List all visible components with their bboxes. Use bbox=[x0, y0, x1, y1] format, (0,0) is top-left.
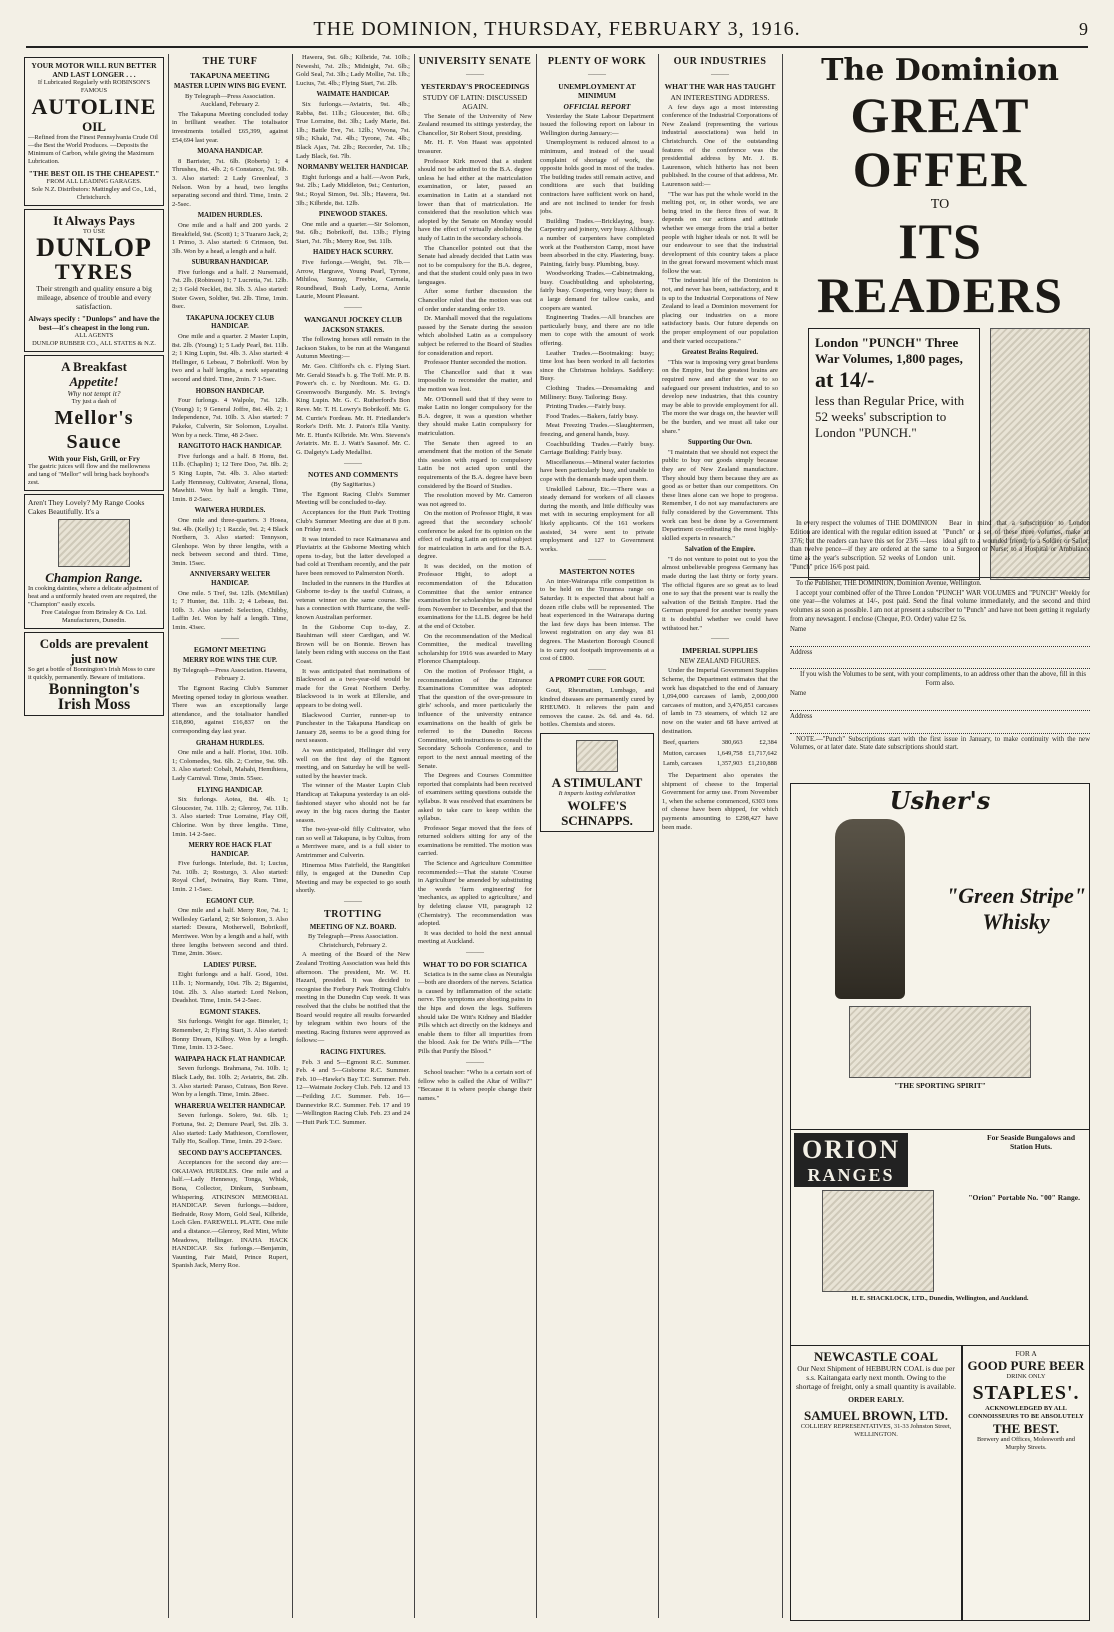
ad-brand: Bonnington's bbox=[48, 681, 140, 698]
masthead-title: THE DOMINION, THURSDAY, FEBRUARY 3, 1916. bbox=[313, 18, 801, 40]
ad-headline: A STIMULANT bbox=[551, 774, 643, 790]
column-rule bbox=[168, 54, 169, 1618]
article-subheading: SECOND DAY'S ACCEPTANCES. bbox=[178, 1149, 282, 1157]
ad-agents: DUNLOP RUBBER CO., ALL STATES & N.Z. bbox=[32, 340, 156, 347]
race-name: FLYING HANDICAP. bbox=[197, 786, 263, 794]
form-address-field[interactable] bbox=[790, 724, 1090, 734]
paragraph: The following horses still remain in the Jackson Stakes, to be run at the Wanganui Autumn Meeting:— bbox=[296, 336, 410, 361]
ad-brand: STAPLES'. bbox=[972, 1382, 1080, 1404]
article-subheading: Greatest Brains Required. bbox=[681, 349, 759, 357]
paragraph: An inter-Wairarapa rifle competition is to be held on the Tiraumea range on Saturday. It is expected that about half a dozen rifle clubs will be represented. The heat experienced in the Wairarapa during the last few days has been intense. The lowest registration on any day was 81 degrees. The Masterton Borough Council is to carry out footpath improvements at a cost of £800. bbox=[540, 577, 654, 663]
ad-text: TO bbox=[930, 197, 950, 212]
race-name: GRAHAM HURDLES. bbox=[196, 739, 264, 747]
ad-text: Why not tempt it? bbox=[67, 389, 121, 398]
article-subheading: RACING FIXTURES. bbox=[320, 1048, 386, 1056]
race-result: Five furlongs. Interlude, 8st. 1; Lucius, 7st. 10lb. 2; Rosturgo, 3. Also started: Royal Chef, Iwinaira, Bay Rum. Time, 1min. 2 1-5sec. bbox=[172, 860, 288, 894]
form-note: If you wish the Volumes to be sent, with your compliments, to an address other than the above, fill in this Form also. bbox=[799, 671, 1087, 688]
article-subheading: WHAT THE WAR HAS TAUGHT bbox=[664, 81, 776, 91]
article-subheading: Salvation of the Empire. bbox=[684, 546, 756, 554]
paragraph: Clothing Trades.—Dressmaking and Millinery: Busy. Tailoring: Busy. bbox=[540, 385, 654, 401]
paragraph: Mr. H. F. Von Haast was appointed treasurer. bbox=[418, 139, 532, 155]
byline: (By Sagittarius.) bbox=[331, 481, 375, 489]
race-result: One mile and a half. Florist, 10st. 10lb. 1; Colomedes, 9st. 6lb. 2; Corine, 9st. 9lb. 3. Also started: Cobalt, Mahahi, Hemihiera, Lady Carnival. Time, 3min. 55sec. bbox=[172, 749, 288, 782]
ad-agents: Sole N.Z. Distributors: Mattingley and Co., Ltd., Christchurch. bbox=[31, 186, 157, 201]
ad-brand-sub: RANGES bbox=[807, 1165, 895, 1185]
paragraph: Leather Trades.—Bootmaking: busy; time lost has been worked in all factories since the Christmas holidays. Saddlery: Busy. bbox=[540, 349, 654, 383]
ad-brand-sub: Irish Moss bbox=[57, 696, 131, 713]
left-ads-column bbox=[24, 54, 164, 1620]
paragraph: "This war is imposing very great burdens on the Empire, but the greatest brains are required now and after the war to so safeguard our present industries, and to so develop new industries, that this country may be able to provide employment for all. The more the war drags on, the heavier will be the burden, and we must all take our share." bbox=[662, 358, 778, 435]
ad-text: It imparts lasting exhilaration bbox=[558, 789, 636, 797]
paragraph: The Senate then agreed to an amendment that the motion of the Senate this session with regard to compulsory Latin be not acted upon until the requirements of the B.A. degree have been considered by the Board of Studies. bbox=[418, 439, 532, 490]
usher-whisky-ad bbox=[790, 783, 1090, 1131]
race-name: WHARERUA WELTER HANDICAP. bbox=[174, 1102, 286, 1110]
article-subheading: OFFICIAL REPORT bbox=[563, 101, 631, 111]
race-name: EGMONT CUP. bbox=[206, 897, 254, 905]
paragraph: The Egmont Racing Club's Summer Meeting opened today in glorious weather. There was an exceptionally large attendance, and the totalisator handled £18,890, against £16,837 on the corresponding day last year. bbox=[172, 685, 288, 735]
paragraph: Coachbuilding Trades.—Fairly busy. Carriage Building: Fairly busy. bbox=[540, 440, 654, 457]
form-address-label: Address bbox=[790, 648, 813, 656]
order-form bbox=[790, 520, 1090, 754]
section-heading: TROTTING bbox=[324, 908, 382, 920]
paragraph: In the Gisborne Cup to-day, Z. Bauhiman will steer Cardigan, and W. Brown will be on Bonnie. Brown has lately been riding with success on the East Coast. bbox=[296, 623, 410, 665]
staples-beer-ad bbox=[962, 1345, 1090, 1621]
paragraph: The two-year-old filly Cultivator, who ran so well at Takapuna, is by Cultus, from a Merriwee mare, and is a full sister to Amtrimmer and Culverin. bbox=[296, 826, 410, 860]
paragraph: "The war has put the whole world in the melting pot, or, in other words, we are being tried in the fierce fires of war. It depends on our actions and attitude whether we emerge from the trial a better people with higher ideals or not. It will be our endeavour to see that the industrial development of this country takes a place in the great forward movement which must follow the war. bbox=[662, 190, 778, 275]
range-illustration bbox=[822, 1190, 934, 1292]
senate-column: UNIVERSITY SENATE ——— YESTERDAY'S PROCEEDINGS STUDY OF LATIN: DISCUSSED AGAIN. The Senate of the University of New Zealand resumed its sittings yesterday, the Chancellor, Sir Robert Stout, presiding. Mr. H. F. Von Haast was appointed treasurer. Professor Kirk moved that a student should not be admitted to the B.A. degree unless he had either at the matriculation examination, or later, passed an examination in Latin at a standard not lower than that of matriculation. He considered that the resolution which was adopted by the Senate on Monday would have the effect of virtually abolishing the study of Latin in the secondary schools. The Chancellor pointed out that the Senate had already decided that Latin was not to be compulsory for the B.A. degree, and that the student could only pass in two languages. After some further discussion the Chancellor ruled that the motion was out of order under standing order 19. Dr. Marshall moved that the regulations passed by the Senate during the session which abolished Latin as a compulsory subject be referred to the Board of Studies for consideration and report. Professor Hunter seconded the motion. The Chancellor said that it was impossible to reconsider the matter, and the motion was lost. Mr. O'Donnell said that if they were to make Latin no longer compulsory for the B.A. degree, it was a question whether they should make Latin compulsory for matriculation. The Senate then agreed to an amendment that the motion of the Senate this session with regard to compulsory Latin be not acted upon until the requirements of the B.A. degree have been considered by the Board of Studies. The resolution moved by Mr. Cameron was not agreed to. On the motion of Professor Hight, it was agreed that the secondary schools' conference be asked for its opinion on the effect of making Latin an optional subject for matriculation in arts and for the B.A. degree. It was decided, on the motion of Professor Hight, to adopt a recommendation of the Education Committee that the senior entrance examination for scholarships be postponed from November to December, and that the examinations for the LL.B. degree be held at the end of October. On the recommendation of the Medical Committee, the medical travelling scholarship for 1916 was awarded to Mary Florence Champtaloup. On the motion of Professor Hight, a recommendation of the Entrance Examinations Committee was adopted: That the question of the over-pressure in girls' schools, and more particularly the influence of the university entrance examinations on the health of girls be referred to the Dunedin Recess Committee, with instructions to consult the Secondary Schools Conference, and to report to the next annual meeting of the Senate. The Degrees and Courses Committee reported that complaints had been received of examiners setting questions outside the syllabus. It was resolved that examiners be asked to take care to keep within the syllabus. Professor Segar moved that the fees of returned soldiers sitting for any of the examinations be remitted. The motion was carried. The Science and Agriculture Committee recommended:—That the statute 'Course in Agriculture' be amended by substituting the words 'farm engineering' for 'mechanics, as applied to agriculture,' and by deleting clause VII, paragraph 12 (Chemistry). The recommendation was adopted. It was decided to hold the next annual meeting at Auckland. ——— WHAT TO DO FOR SCIATICA Sciatica is in the same class as Neuralgia—both are disorders of the nerves. Sciatica is caused by inflammation of the sciatic nerve. The symptoms are shooting pains in the hips and down the legs. Sufferers should take De Witt's Kidney and Bladder Pills which act directly on the kidneys and enable them to filter all impurities from the blood. Ask for De Witt's Pills—"The Pills that Purify the Blood." ——— School teacher: "Who is a certain sort of fellow who is called the Altar of Willis?" "Because it is where people change their names." bbox=[418, 56, 532, 1102]
mellor-ad bbox=[24, 355, 164, 491]
paragraph: Blackwood Currier, runner-up to Punchester in the Takapuna Handicap on January 28, seems to be a good thing for next season. bbox=[296, 711, 410, 745]
form-name-field[interactable] bbox=[790, 637, 1090, 647]
table-cell: £1,717,642 bbox=[748, 749, 777, 757]
article-heading: WANGANUI JOCKEY CLUB bbox=[303, 314, 403, 324]
paragraph: Hawera, 9st. 6lb.; Kilbride, 7st. 10lb.; Neweshi, 7st. 2lb.; Midnight, 7st. 6lb.; Gold Seal, 7st. 3lb.; Lady Mollie, 7st. 1lb.; Lucius, 7st. 4lb.; Flying Start, 7st. 2lb. bbox=[296, 54, 410, 87]
paragraph: The Egmont Racing Club's Summer Meeting will be concluded to-day. bbox=[296, 490, 410, 507]
table-row bbox=[662, 738, 778, 749]
article-subheading: A PROMPT CURE FOR GOUT. bbox=[549, 677, 645, 685]
column-rule bbox=[782, 54, 783, 1618]
ad-agents: ALL AGENTS bbox=[74, 332, 114, 339]
ad-headline: Colds are prevalent bbox=[39, 636, 149, 651]
paragraph: The winner of the Master Lupin Club Handicap at Takapuna yesterday is an old-fashioned stayer who should not be far away in the big races during the Easter season. bbox=[296, 782, 410, 824]
race-name: WAIPAPA HACK FLAT HANDICAP. bbox=[174, 1055, 286, 1063]
paragraph: The Science and Agriculture Committee recommended:—That the statute 'Course in Agriculture' be amended by substituting the words 'farm engineering' for 'mechanics, as applied to agriculture,' and by deleting clause VII, paragraph 12 (Chemistry). The recommendation was adopted. bbox=[418, 860, 532, 928]
ad-text: Their strength and quality ensure a big mileage, absence of trouble and every satisfaction. bbox=[36, 284, 152, 311]
ad-price: at 14/- bbox=[815, 367, 875, 392]
form-address-field[interactable] bbox=[790, 659, 1090, 669]
ad-text: For Seaside Bungalows and Station Huts. bbox=[986, 1133, 1075, 1151]
paragraph: A few days ago a most interesting conference of the Industrial Corporations of New Zealand (representing the various industrial associations) was held in Christchurch. One of the outstanding features of the conference was the presidential address by Mr. J. B. Laurenson, which hitherto has not been published. In the course of that address, Mr. Laurenson said:— bbox=[662, 103, 778, 188]
paragraph: Feb. 3 and 5—Egmont R.C. Summer. Feb. 4 and 5—Gisborne R.C. Summer. Feb. 10—Hawke's Bay T.C. Summer. Feb. 12—Waimate Jockey Club. Feb. 12 and 13—Feilding J.C. Summer. Feb. 16—Dannevirke R.C. Summer. Feb. 17 and 19—Wellington Racing Club. Feb. 23 and 24—Hutt Park T.C. Summer. bbox=[296, 1058, 410, 1126]
ad-slogan: "THE BEST OIL IS THE CHEAPEST." bbox=[28, 169, 160, 178]
page-number: 9 bbox=[1079, 19, 1088, 39]
paragraph: The Degrees and Courses Committee reported that complaints had been received of examiners setting questions outside the syllabus. It was resolved that examiners be asked to take care to keep within the syllabus. bbox=[418, 772, 532, 823]
paragraph: Sciatica is in the same class as Neuralgia—both are disorders of the nerves. Sciatica is caused by inflammation of the sciatic nerve. The symptoms are shooting pains in the hips and down the legs. Sufferers should take De Witt's Kidney and Bladder Pills which act directly on the kidneys and enable them to filter all impurities from the blood. Ask for De Witt's Pills—"The Pills that Purify the Blood." bbox=[418, 970, 532, 1055]
form-name-label: Name bbox=[790, 625, 807, 633]
ad-agents: H. E. SHACKLOCK, LTD., Dunedin, Wellington, and Auckland. bbox=[851, 1295, 1029, 1302]
paragraph: Unemployment is reduced almost to a minimum, and instead of the usual complaint of shortage of work, the opposite holds good in most of the trades. The building trades still remain active, and conditions are such that building contractors have sufficient work on hand, and are not inclined to tender for fresh jobs. bbox=[540, 139, 654, 216]
ad-brand: Champion Range. bbox=[45, 570, 143, 585]
paragraph: Woodworking Trades.—Cabinetmaking, busy. Coachbuilding and upholstering, fairly busy. Coopering, very busy; there is a large demand for tallow casks, and coopers are wanted. bbox=[540, 270, 654, 312]
autoline-ad bbox=[24, 57, 164, 206]
form-name-field[interactable] bbox=[790, 701, 1090, 711]
ad-text: TO USE bbox=[82, 228, 106, 235]
paragraph: One mile and a quarter.—Sir Solomon, 9st. 6lb.; Bobrikoff, 8st. 13lb.; Flying Start, 7st. 7lb.; Merry Roe, 9st. 11lb. bbox=[296, 220, 410, 245]
table-cell: £2,384 bbox=[759, 739, 777, 747]
article-subheading: MERRY ROE WINS THE CUP. bbox=[183, 657, 277, 665]
section-heading: THE TURF bbox=[202, 56, 258, 67]
race-name: NORMANBY WELTER HANDICAP. bbox=[297, 164, 409, 172]
paragraph: As was anticipated, Hellinger did very well on the first day of the Egmont meeting, and on Saturday he will be well-suited by the heavier track. bbox=[296, 746, 410, 780]
ad-brand: Usher's bbox=[889, 786, 991, 815]
ad-text: ACKNOWLEDGED BY ALL CONNOISSEURS TO BE ABSOLUTELY bbox=[968, 1405, 1084, 1420]
race-name: LADIES' PURSE. bbox=[203, 961, 257, 969]
ad-agents: Brewery and Offices, Molesworth and Murphy Streets. bbox=[976, 1436, 1076, 1451]
ad-brand: DUNLOP bbox=[36, 233, 152, 262]
ad-text: With your Fish, Grill, or Fry bbox=[48, 454, 140, 463]
article-heading: WHAT TO DO FOR SCIATICA bbox=[422, 959, 528, 969]
form-note: NOTE.—"Punch" Subscriptions start with the first issue in January, to make continuity with the new Volumes, or at later date. State date subscriptions should start. bbox=[790, 735, 1090, 752]
race-name: HAIDEY HACK SCURRY. bbox=[313, 249, 393, 257]
paragraph: Yesterday the State Labour Department issued the following report on labour in Wellington during January:— bbox=[540, 112, 654, 137]
article-heading: NOTES AND COMMENTS bbox=[307, 470, 398, 480]
ad-brand-sub: OIL bbox=[82, 119, 106, 134]
race-name: HOBSON HANDICAP. bbox=[195, 387, 265, 395]
column-rule bbox=[536, 54, 537, 1618]
ad-text: DRINK ONLY bbox=[1006, 1373, 1046, 1380]
column-rule bbox=[292, 54, 293, 1618]
paragraph: The Senate of the University of New Zealand resumed its sittings yesterday, the Chancellor, Sir Robert Stout, presiding. bbox=[418, 112, 532, 137]
paragraph: "I do not venture to point out to you the almost unbelievable progress Germany has made during the last thirty or forty years. The official figures are so great as to lead one to say that the present war is really the salvation of the British Empire. Had the German prepared for another twenty years it is doubtful whether we could have withstood her." bbox=[662, 555, 778, 632]
race-name: RANGITOTO HACK HANDICAP. bbox=[178, 443, 282, 451]
ad-text: In cooking dainties, where a delicate adjustment of heat and a uniformly heated oven are required, the "Champion" easily excels. bbox=[28, 585, 159, 608]
ad-brand: The Dominion bbox=[821, 53, 1059, 88]
paragraph: Under the Imperial Government Supplies Scheme, the Department estimates that the work has dispatched to the end of January 1,094,000 carcases of lamb, 2,000,000 carcases of mutton, and 3,476,851 carcases of lamb in 73 steamers, of which 12 are now on the water and 68 have arrived at destination. bbox=[662, 667, 778, 735]
work-column: PLENTY OF WORK ——— UNEMPLOYMENT AT MINIMUM OFFICIAL REPORT Yesterday the State Labour Department issued the following report on labour in Wellington during January:— Unemployment is reduced almost to a minimum, and instead of the usual complaint of shortage of work, the opposite holds good in most of the trades. The building trades still remain active, and conditions are such that building contractors have sufficient work on hand, and are not inclined to tender for fresh jobs. Building Trades.—Bricklaying, busy. Carpentry and joinery, very busy. Although a number of carpenters have completed work at the Featherston Camp, most have been absorbed in the city. Plastering, busy. Painting, fairly busy. Plumbing, busy. Woodworking Trades.—Cabinetmaking, busy. Coachbuilding and upholstering, fairly busy. Coopering, very busy; there is a large demand for tallow casks, and coopers are wanted. Engineering Trades.—All branches are particularly busy, and there are no idle men to cope with the amount of work offering. Leather Trades.—Bootmaking: busy; time lost has been worked in all factories since the Christmas holidays. Saddlery: Busy. Clothing Trades.—Dressmaking and Millinery: Busy. Tailoring: Busy. Printing Trades.—Fairly busy. Food Trades.—Bakers, fairly busy. Meat Freezing Trades.—Slaughtermen, freezing, and general hands, busy. Coachbuilding Trades.—Fairly busy. Carriage Building: Fairly busy. Miscellaneous.—Mineral water factories have been particularly busy, and unable to cope with the demands made upon them. Unskilled Labour, Etc.—There was a steady demand for workers of all classes during the month, and little difficulty was met with in securing employment for all likely applicants. Of the 161 workers assisted, 34 were sent to private employment and 127 to Government works. ——— MASTERTON NOTES An inter-Wairarapa rifle competition is to be held on the Tiraumea range on Saturday. It is expected that about half a dozen rifle clubs will be represented. The heat experienced in the Wairarapa during the last few days has been intense. The lowest registration on any day was 81 degrees. The Masterton Borough Council is to carry out footpath improvements at a cost of £800. ——— A PROMPT CURE FOR GOUT. Gout, Rheumatism, Lumbago, and kindred diseases are permanently cured by RHEUMO. It relieves the pain and removes the cause. 2s. 6d. and 4s. 6d. bottles. Chemists and stores. A STIMULANT It imparts lasting exhilaration WOLFE'S SCHNAPPS. bbox=[540, 54, 654, 1620]
article-subheading: Supporting Our Own. bbox=[688, 439, 752, 447]
paragraph: Professor Hunter seconded the motion. bbox=[424, 359, 527, 367]
article-subheading: NEW ZEALAND FIGURES. bbox=[679, 657, 761, 665]
ad-text: "Orion" Portable No. "00" Range. bbox=[968, 1193, 1080, 1202]
ad-text: Our Next Shipment of HEBBURN COAL is due per s.s. Kaitangata early next month. Owing to the shortage of freight, only a small quantity is available. bbox=[796, 1364, 956, 1391]
paragraph: It was intended to race Kaimanawa and Pluviatrix at the Gisborne Meeting which opens to-day, but the latter developed a bad cold at Trentham recently, and the pair have been removed to Palmerston North. bbox=[296, 535, 410, 578]
column-rule bbox=[414, 54, 415, 1618]
race-name: MERRY ROE HACK FLAT HANDICAP. bbox=[188, 842, 272, 858]
race-result: Six furlongs. Aotea, 8st. 4lb. 1; Gloucester, 7st. 11lb. 2; Glenroy, 7st. 11lb. 3. Also started: True Lorraine, Flay Off, Chlorine. Won by three lengths. Time, 1min. 14 2-5sec. bbox=[172, 796, 288, 838]
race-result: One mile and a half. Merry Roe, 7st. 1; Wellesley Garland, 2; Sir Solomon, 3. Also started: Desura, Motherwell, Bobrikoff, Merriwee. Won by a length and a half, with three lengths between second and third. Time, 2min. 36sec. bbox=[172, 907, 288, 958]
ad-headline: THE BEST. bbox=[992, 1421, 1060, 1436]
paragraph: In every respect the volumes of THE DOMINION Edition are identical with the regular edition issued at 37/6; but the readers can have this set for 23/6 —less than twelve pence—if they are ordered at the same time as the year's subscription. 52 weeks of London "Punch" price 16/6 post paid. bbox=[790, 520, 937, 571]
table-cell: 380,663 bbox=[721, 739, 743, 747]
ad-brand: AUTOLINE bbox=[31, 94, 157, 119]
table-cell: £1,210,888 bbox=[748, 760, 777, 768]
paragraph: The Chancellor pointed out that the Senate had already decided that Latin was not to be compulsory for the B.A. degree, and that the student could only pass in two languages. bbox=[418, 244, 532, 286]
paragraph: School teacher: "Who is a certain sort of fellow who is called the Altar of Willis?" "Because it is where people change their names." bbox=[418, 1069, 532, 1102]
dunlop-ad bbox=[24, 209, 164, 352]
ad-headline: YOUR MOTOR WILL RUN BETTER AND LAST LONGER . . . bbox=[31, 61, 157, 79]
section-heading: OUR INDUSTRIES bbox=[673, 56, 767, 67]
ad-brand: Mellor's bbox=[54, 407, 134, 429]
paragraph: It was decided, on the motion of Professor Hight, to adopt a recommendation of the Education Committee that the senior entrance examination for scholarships be postponed from November to December, and that the examinations for the LL.B. degree be held at the end of October. bbox=[418, 562, 532, 631]
paragraph: A meeting of the Board of the New Zealand Trotting Association was held this afternoon. The president, Mr. W. H. Hazard, presided. It was decided to recognise the Forbury Park Trotting Club's meeting in the Dunedin Cup week. It was resolved that the clubs be notified that the Board would require all results forwarded by telegram within two hours of the meeting. Racing fixtures were approved as follows:— bbox=[296, 951, 410, 1045]
paragraph: On the motion of Professor Hight, it was agreed that the secondary schools' conference be asked for its opinion on the effect of making Latin an optional subject for matriculation in arts and for the B.A. degree. bbox=[418, 510, 532, 561]
sporting-illustration bbox=[849, 1006, 1031, 1078]
ad-text: Try just a dash of bbox=[71, 398, 117, 405]
section-heading: PLENTY OF WORK bbox=[547, 56, 647, 67]
paragraph: It was anticipated that nominations of Blackwood as a two-year-old would be made for the Great Northern Derby. Blackwood is in work at Ellerslie, and appears to be doing well. bbox=[296, 667, 410, 709]
race-name: PINEWOOD STAKES. bbox=[318, 211, 388, 219]
race-name: TAKAPUNA JOCKEY CLUB HANDICAP. bbox=[186, 314, 274, 331]
paragraph: On the motion of Professor Hight, a recommendation of the Entrance Examinations Committee was adopted: That the question of the over-pressure in girls' schools, and more particularly the influence of the university entrance examinations on the health of girls be referred to the Dunedin Recess Committee, with instructions to consult the Secondary Schools Conference, and to report to the next annual meeting of the Senate. bbox=[418, 668, 532, 770]
dateline: By Telegraph—Press Association. Christchurch, February 2. bbox=[307, 933, 399, 949]
article-subheading: MEETING OF N.Z. BOARD. bbox=[309, 923, 397, 931]
work-body bbox=[540, 113, 654, 555]
wolfe-schnapps-ad bbox=[540, 733, 654, 832]
orion-ranges-ad bbox=[790, 1129, 1090, 1347]
paragraph: After some further discussion the Chancellor ruled that the motion was out of order under standing order 19. bbox=[418, 288, 532, 313]
table-cell: 1,649,758 bbox=[716, 749, 743, 757]
race-result: Seven furlongs. Brahmana, 7st. 10lb. 1; Black Lady, 8st. 10lb. 2; Aviatrix, 8st. 2lb. 3. Also started: Paraso, Cuirass, Bon Reve. Won by a length. Time, 1min. 28sec. bbox=[172, 1065, 288, 1099]
article-heading: IMPERIAL SUPPLIES bbox=[682, 645, 758, 655]
supplies-table bbox=[662, 738, 778, 770]
race-name: ANNIVERSARY WELTER HANDICAP. bbox=[189, 571, 271, 588]
turf-column: THE TURF TAKAPUNA MEETING MASTER LUPIN WINS BIG EVENT. By Telegraph—Press Association. Auckland, February 2. The Takapuna Meeting concluded today in brilliant weather. The totalisator investments totalled £65,399, against £54,694 last year. MOANA HANDICAP. 8 Barrister, 7st. 6lb. (Roberts) 1; 4 Thrushes, 8st. 4lb. 2; 6 Constance, 7st. 9lb. 3. Also started: 2 Lady Greenleaf, 3 Nelson. Won by a head, two lengths separating second and third. Time, 1min. 2 2-5sec. MAIDEN HURDLES. One mile and a half and 200 yards. 2 Breakfield, 9st. (Scott) 1; 3 Tuararo Jack, 2; 1 Primo, 3. Also started: 6 Crimson, 9st. 3lb. Won by a head, a length and a half. SUBURBAN HANDICAP. Five furlongs and a half. 2 Nursemaid, 7st. 2lb. (Robinson) 1; 7 Lucretia, 7st. 12lb. 2; 3 Gold Necklet, 8st. 3lb. 3. Also started: Sister Gwen, Soldier, 9st. 2lb. Time, 1min. 8sec. TAKAPUNA JOCKEY CLUB HANDICAP. One mile and a quarter. 2 Master Lupin, 8st. 2lb. (Young) 1; 5 Lady Pearl, 8st. 11lb. 2; 1 King Lupin, 9st. 4lb. 3. Also started: 4 Hellinger, 6 Lebeau, 7 Bobrikoff. Won by two and a half lengths, a neck separating second and third. Time, 2min. 7 1-5sec. HOBSON HANDICAP. Four furlongs. 4 Walpole, 7st. 12lb. (Young) 1; 9 General Joffre, 8st. 4lb. 2; 1 Independence, 7st. 10lb. 3. Also started: 7 Pakeke, Culverin, Sir Solomon, Loyalist. Won by a neck. Time, 48 2-5sec. RANGITOTO HACK HANDICAP. Five furlongs and a half. 8 Honu, 8st. 11lb. (Chaplin) 1; 12 Tere Doo, 7st. 8lb. 2; 5 King Lupin, 7st. 4lb. 3. Also started: Lady Hennessy, Cultivator, Arsenal, Ilona, Mawhiti. Won by half a length. Time, 1min. 8 2-5sec. WAIWERA HURDLES. One mile and three-quarters. 3 Hosea, 9st. 4lb. (Kelly) 1; 1 Razzle, 9st. 2; 4 Black Northern, 3. Also started: Tennyson, Glenhope. Won by three lengths, with a neck between second and third. Time, 3min. 15sec. ANNIVERSARY WELTER HANDICAP. One mile. 5 Tref, 9st. 12lb. (McMillan) 1; 7 Hunter, 8st. 11lb. 2; 4 Lebeau, 8st. 10lb. 3. Also started: Selection, Chibby, Laffin Jet. Won by half a length. Time, 1min. 43sec. ——— EGMONT MEETING MERRY ROE WINS THE CUP. By Telegraph—Press Association. Hawera, February 2. The Egmont Racing Club's Summer Meeting opened today in glorious weather. There was an exceptionally large attendance, and the totalisator handled £18,890, against £16,837 on the corresponding day last year. GRAHAM HURDLES. One mile and a half. Florist, 10st. 10lb. 1; Colomedes, 9st. 6lb. 2; Corine, 9st. 9lb. 3. Also started: Cobalt, Mahahi, Hemihiera, Lady Carnival. Time, 3min. 55sec. FLYING HANDICAP. Six furlongs. Aotea, 8st. 4lb. 1; Gloucester, 7st. 11lb. 2; Glenroy, 7st. 11lb. 3. Also started: True Lorraine, Flay Off, Chlorine. Won by three lengths. Time, 1min. 14 2-5sec. MERRY ROE HACK FLAT HANDICAP. Five furlongs. Interlude, 8st. 1; Lucius, 7st. 10lb. 2; Rosturgo, 3. Also started: Royal Chef, Iwinaira, Bay Rum. Time, 1min. 2 1-5sec. EGMONT CUP. One mile and a half. Merry Roe, 7st. 1; Wellesley Garland, 2; Sir Solomon, 3. Also started: Desura, Motherwell, Bobrikoff, Merriwee. Won by a length and a half, with three lengths between second and third. Time, 2min. 36sec. LADIES' PURSE. Eight furlongs and a half. Good, 10st. 11lb. 1; Normandy, 10st. 7lb. 2; Bigamist, 10st. 2lb. 3. Also started: Lord Nelson, Deadshot. Time, 1min. 54 2-5sec. EGMONT STAKES. Six furlongs. Weight for age. Bimeler, 1; Remember, 2; Flying Start, 3. Also started: Bonny Dream, Kilboy. Won by a length. Time, 1min. 13 2-5sec. WAIPAPA HACK FLAT HANDICAP. Seven furlongs. Brahmana, 7st. 10lb. 1; Black Lady, 8st. 10lb. 2; Aviatrix, 8st. 2lb. 3. Also started: Paraso, Cuirass, Bon Reve. Won by a length. Time, 1min. 28sec. WHARERUA WELTER HANDICAP. Seven furlongs. Solero, 9st. 6lb. 1; Fortuna, 9st. 2; Demure Pearl, 9st. 2lb. 3. Also started: Lady Mathieson, Cornflower, Tally Ho, Scallop. Time, 1min. 29 2-5sec. SECOND DAY'S ACCEPTANCES. Acceptances for the second day are:—OKAIAWA HURDLES. One mile and a half.—Lady Hennessy, Tonga, Whisk, Bona, Collector, Dinkum, Sunbeam, Whispering. ATKINSON MEMORIAL HANDICAP. Seven furlongs.—Isidore, Bedraide, Rosy Morn, Gold Seal, Kilbride, Loch Glen. FAREWELL PLATE. One mile and a distance.—Glenroy, Red Mint, White Meadows, Hellinger. INAHA HACK HANDICAP. Six furlongs.—Benjamin, Vaunting, Fair Maid, Prince Rupert, Spanish Jack, Merry Roe. bbox=[172, 56, 288, 1270]
paragraph: Included in the runners in the Hurdles at Gisborne to-day is the useful Cuirass, a veteran winner on the same course. She has a connection with Hurricane, the well-known Australian performer. bbox=[296, 579, 410, 622]
ad-brand: ORION bbox=[802, 1135, 901, 1164]
paragraph: Meat Freezing Trades.—Slaughtermen, freezing, and general hands, busy. bbox=[540, 422, 654, 438]
paragraph: "I maintain that we should not expect the public to buy our goods simply because they are of New Zealand manufacture. They should buy them because they are as good as or better than our competitors. On these lines alone can we hope to progress. Remember, I do not say manufacturers are fully considered by the Government. This work can best be done by a Government Department co-ordinating the most highly-skilled experts in research." bbox=[662, 448, 778, 542]
newcastle-coal-ad bbox=[790, 1345, 962, 1621]
form-name-label: Name bbox=[790, 689, 807, 697]
paragraph: On the recommendation of the Medical Committee, the medical travelling scholarship for 1916 was awarded to Mary Florence Champtaloup. bbox=[418, 632, 532, 666]
ad-brand-sub: "Green Stripe" bbox=[946, 883, 1086, 908]
paragraph: It was decided to hold the next annual meeting at Auckland. bbox=[418, 929, 532, 946]
race-name: EGMONT STAKES. bbox=[199, 1008, 261, 1016]
paragraph: Six furlongs.—Aviatrix, 9st. 4lb.; Rabba, 8st. 11lb.; Gloucester, 8st. 6lb.; True Lorraine, 8st. 3lb.; Lady Marie, 8st. 1lb.; Battle Eve, 7st. 12lb.; Vivona, 7st. 9lb.; Khaki, 7st. 4lb.; Tyrone, 7st. 4lb.; Black Ajax, 7st. 2lb.; Recorder, 7st. 1lb.; Lady Black, 6st. 7lb. bbox=[296, 100, 410, 160]
ad-text: London "PUNCH" Three War Volumes, 1,800 pages, bbox=[815, 335, 963, 366]
race-results bbox=[172, 148, 288, 632]
article-heading: EGMONT MEETING bbox=[193, 645, 267, 655]
article-subheading: YESTERDAY'S PROCEEDINGS bbox=[420, 81, 530, 91]
paragraph: Five furlongs.—Weight, 9st. 7lb.—Arrow, Hargrave, Young Pearl, Tyrone, Mihiloa, Sunray, Freebie, Carmela, Roundhead, Bush Lady, Lorna, Annie Laurie, Mount Pleasant. bbox=[296, 259, 410, 301]
industries-column: OUR INDUSTRIES ——— WHAT THE WAR HAS TAUGHT AN INTERESTING ADDRESS. A few days ago a most interesting conference of the Industrial Corporations of New Zealand (representing the various industrial associations) was held in Christchurch. One of the outstanding features of the conference was the presidential address by Mr. J. B. Laurenson, which hitherto has not been published. In the course of that address, Mr. Laurenson said:— "The war has put the whole world in the melting pot, or, in other words, we are being tried in the fierce fires of war. It depends on our actions and attitude whether we emerge from the trial a better people with higher ideals or not. It will be our endeavour to see that the industrial development of this country takes a place in the great forward movement which must follow the war. "The industrial life of the Dominion is not, and never has been, satisfactory, and it is up to the Industrial Corporations of New Zealand to lead a Dominion movement for placing our industries on a more satisfactory basis. Our future depends on the proper employment of our population and their varied occupations." Greatest Brains Required. "This war is imposing very great burdens on the Empire, but the greatest brains are required now and after the war to so safeguard our present industries, and to so develop new industries, that this country may be able to provide employment for all. The more the war drags on, the heavier will be the burden, and we must all take our share." Supporting Our Own. "I maintain that we should not expect the public to buy our goods simply because they are of New Zealand manufacture. They should buy them because they are as good as or better than our competitors. On these lines alone can we hope to progress. Remember, I do not say manufacturers are fully considered by the Government. This work can best be done by a Government Department co-ordinating the most highly-skilled experts in research." Salvation of the Empire. "I do not venture to point out to you the almost unbelievable progress Germany has made during the last thirty or forty years. The official figures are so great as to lead one to say that the present war is really the salvation of the British Empire. Had the German prepared for another twenty years it is doubtful whether we could have withstood her." ——— IMPERIAL SUPPLIES NEW ZEALAND FIGURES. Under the Imperial Government Supplies Scheme, the Department estimates that the work has dispatched to the end of January 1,094,000 carcases of lamb, 2,000,000 carcases of mutton, and 3,476,851 carcases of lamb in 73 steamers, of which 12 are now on the water and 68 have arrived at destination. Beef, quarters 380,663 £2,384 Mutton, carcases 1,649,758 £1,717,642 Lamb, carcases 1,357,903 £1,210,888 The Department also operates the shipment of cheese to the Imperial Government for army use. From November 1, when the scheme commenced, 6303 tons of cheese have been shipped, for which payments amounting to £298,427 have been made. bbox=[662, 56, 778, 831]
race-result: Four furlongs. 4 Walpole, 7st. 12lb. (Young) 1; 9 General Joffre, 8st. 4lb. 2; 1 Independence, 7st. 10lb. 3. Also started: 7 Pakeke, Culverin, Sir Solomon, Loyalist. Won by a neck. Time, 48 2-5sec. bbox=[172, 397, 288, 439]
ad-text: The gastric juices will flow and the mellowness and tang of "Mellor" will bring back boyhood's zest. bbox=[28, 463, 150, 486]
paragraph: Unskilled Labour, Etc.—There was a steady demand for workers of all classes during the month, and little difficulty was met with in securing employment for all likely applicants. Of the 161 workers assisted, 34 were sent to private employment and 127 to Government works. bbox=[540, 485, 654, 553]
figure-illustration bbox=[576, 740, 618, 772]
column-rule bbox=[658, 54, 659, 1618]
race-result: One mile and a quarter. 2 Master Lupin, 8st. 2lb. (Young) 1; 5 Lady Pearl, 8st. 11lb. 2; 1 King Lupin, 9st. 4lb. 3. Also started: 4 Hellinger, 6 Lebeau, 7 Bobrikoff. Won by two and a half lengths, a neck separating second and third. Time, 2min. 7 1-5sec. bbox=[172, 333, 288, 383]
paragraph: The Department also operates the shipment of cheese to the Imperial Government for army use. From November 1, when the scheme commenced, 6303 tons of cheese have been shipped, for which payments amounting to £298,427 have been made. bbox=[662, 771, 778, 831]
bottle-illustration bbox=[835, 819, 905, 999]
paragraph: The resolution moved by Mr. Cameron was not agreed to. bbox=[418, 492, 532, 508]
race-result: One mile and a half and 200 yards. 2 Breakfield, 9st. (Scott) 1; 3 Tuararo Jack, 2; 1 Primo, 3. Also started: 6 Crimson, 9st. 3lb. Won by a head, a length and a half. bbox=[172, 221, 288, 255]
race-result: Eight furlongs and a half. Good, 10st. 11lb. 1; Normandy, 10st. 7lb. 2; Bigamist, 10st. 2lb. 3. Also started: Lord Nelson, Deadshot. Time, 1min. 54 2-5sec. bbox=[172, 971, 288, 1005]
paragraph: Mr. O'Donnell said that if they were to make Latin no longer compulsory for the B.A. degree, it was a question whether they should make Latin compulsory for matriculation. bbox=[418, 395, 532, 437]
paragraph: Professor Segar moved that the fees of returned soldiers sitting for any of the examinations be remitted. The motion was carried. bbox=[418, 824, 532, 858]
ad-headline: Aren't They Lovely? My Range Cooks Cakes Beautifully. It's a bbox=[28, 498, 145, 516]
ad-headline: GREAT OFFER bbox=[850, 87, 1030, 197]
range-illustration bbox=[58, 519, 130, 567]
industries-body bbox=[662, 104, 778, 347]
ad-brand: SAMUEL BROWN, LTD. bbox=[804, 1408, 948, 1423]
ad-headline: Appetite! bbox=[69, 374, 119, 389]
article-subheading: STUDY OF LATIN: DISCUSSED AGAIN. bbox=[422, 92, 528, 111]
paragraph: The Chancellor said that it was impossible to reconsider the matter, and the motion was lost. bbox=[418, 368, 532, 393]
form-text: I accept your combined offer of the Three London "PUNCH" WAR VOLUMES and "PUNCH" Weekly for one year—the volumes at 14/-, post paid. Send the final volume immediately, and the second and third volumes as soon as possible. I am not at present a subscriber to "Punch" and have not been getting it regularly from any newsagent. I enclose (Cheque, P.O. Order) value £2 5s. bbox=[790, 589, 1090, 623]
masthead bbox=[26, 18, 1088, 48]
ad-text: ORDER EARLY. bbox=[848, 1395, 904, 1404]
champion-range-ad bbox=[24, 494, 164, 629]
paragraph: Acceptances for the Hutt Park Trotting Club's Summer Meeting are due at 8 p.m. on Friday next. bbox=[296, 508, 410, 534]
race-result: One mile and three-quarters. 3 Hosea, 9st. 4lb. (Kelly) 1; 1 Razzle, 9st. 2; 4 Black Northern, 3. Also started: Tennyson, Glenhope. Won by three lengths, with a neck between second and third. Time, 3min. 15sec. bbox=[172, 516, 288, 567]
ad-headline: just now bbox=[70, 651, 118, 666]
irish-moss-ad bbox=[24, 632, 164, 716]
race-name: MOANA HANDICAP. bbox=[197, 148, 263, 156]
paragraph: Acceptances for the second day are:—OKAIAWA HURDLES. One mile and a half.—Lady Hennessy, Tonga, Whisk, Bona, Collector, Dinkum, Sunbeam, Whispering. ATKINSON MEMORIAL HANDICAP. Seven furlongs.—Isidore, Bedraide, Rosy Morn, Gold Seal, Kilbride, Loch Glen. FAREWELL PLATE. One mile and a distance.—Glenroy, Red Mint, White Meadows, Hellinger. INAHA HACK HANDICAP. Six furlongs.—Benjamin, Vaunting, Fair Maid, Prince Rupert, Spanish Jack, Merry Roe. bbox=[172, 1159, 288, 1270]
race-result: Five furlongs and a half. 8 Honu, 8st. 11lb. (Chaplin) 1; 12 Tere Doo, 7st. 8lb. 2; 5 King Lupin, 7st. 4lb. 3. Also started: Lady Hennessy, Cultivator, Arsenal, Ilona, Mawhiti. Won by half a length. Time, 1min. 8 2-5sec. bbox=[172, 452, 288, 503]
table-cell: Lamb, carcases bbox=[663, 760, 703, 768]
ad-text: FROM ALL LEADING GARAGES. bbox=[46, 178, 142, 185]
table-cell: 1,357,903 bbox=[716, 760, 743, 768]
paragraph: The Takapuna Meeting concluded today in brilliant weather. The totalisator investments totalled £65,399, against £54,694 last year. bbox=[172, 110, 288, 144]
ad-headline: A Breakfast bbox=[61, 359, 127, 374]
ad-agents: Free Catalogue from Brinsley & Co. Ltd. Manufacturers, Dunedin. bbox=[41, 609, 147, 624]
senate-body bbox=[418, 113, 532, 947]
ad-brand: WOLFE'S SCHNAPPS. bbox=[561, 797, 633, 828]
race-result: Six furlongs. Weight for age. Bimeler, 1; Remember, 2; Flying Start, 3. Also started: Bonny Dream, Kilboy. Won by a length. Time, 1min. 13 2-5sec. bbox=[172, 1018, 288, 1052]
great-offer-ad bbox=[790, 54, 1090, 514]
table-cell: Mutton, carcases bbox=[663, 749, 707, 757]
ad-text: So get a bottle of Bonnington's Irish Moss to cure it quickly, permanently. Beware of imitations. bbox=[28, 666, 156, 681]
ad-headline: It Always Pays bbox=[53, 213, 135, 228]
paragraph: Mr. Geo. Clifford's ch. c. Flying Start. Mr. Gerald Stead's b. g. The Toff. Mr. P. B. Power's ch. c. by Nordtoun. Mr. G. D. Greenwood's Burgundy. Mr. S. Irving's King Lupin. Mr. G. C. Rutherford's Bon Reve. Mr. T. H. Lowry's Bobrikoff. Mr. G. M. Currie's Fordeau. Mr. H. Friedlander's Rorke's Drift. Mr. J. Paton's Ella Vanity. Mr. E. Hunt's Kilbride. Mr. Wm. Stevens's Aviatrix. Mr. E. J. Watt's Sasanof. Mr. C. G. Dalgety's Lady Medallist. bbox=[296, 363, 410, 456]
section-heading: UNIVERSITY SENATE bbox=[418, 56, 532, 67]
ad-text: If Lubricated Regularly with ROBINSON'S FAMOUS bbox=[37, 79, 151, 94]
table-cell: Beef, quarters bbox=[663, 739, 699, 747]
article-subheading: JACKSON STAKES. bbox=[321, 326, 385, 334]
table-row bbox=[662, 749, 778, 760]
paragraph: Bear in mind that a subscription to London "Punch" or a set of these three volumes, make an ideal gift to a wounded friend; to a Soldier or Sailor; to a Surgeon or Nurse; to a Hospital or Ambulance unit. bbox=[943, 520, 1090, 563]
ad-brand-sub: TYRES bbox=[54, 259, 134, 284]
paragraph: Dr. Marshall moved that the regulations passed by the Senate during the session which abolished Latin as a compulsory subject be referred to the Board of Studies for consideration and report. bbox=[418, 315, 532, 357]
paragraph: Professor Kirk moved that a student should not be admitted to the B.A. degree unless he had either at the matriculation examination, or later, passed an examination in Latin at a standard not lower than that of matriculation. He considered that the resolution which was adopted by the Senate on Monday would have the effect of virtually abolishing the study of Latin in the secondary schools. bbox=[418, 157, 532, 242]
ad-agents: COLLIERY REPRESENTATIVES, 31-33 Johnston Street, WELLINGTON. bbox=[800, 1423, 952, 1438]
article-heading: MASTERTON NOTES bbox=[559, 566, 635, 576]
race-results bbox=[172, 740, 288, 1147]
race-name: MAIDEN HURDLES. bbox=[197, 212, 263, 220]
ad-slogan: "THE SPORTING SPIRIT" bbox=[894, 1081, 986, 1090]
article-heading: TAKAPUNA MEETING bbox=[190, 71, 270, 80]
race-result: One mile. 5 Tref, 9st. 12lb. (McMillan) 1; 7 Hunter, 8st. 11lb. 2; 4 Lebeau, 8st. 10lb. 3. Also started: Selection, Chibby, Laffin Jet. Won by half a length. Time, 1min. 43sec. bbox=[172, 589, 288, 632]
ad-text: —Refined from the Finest Pennsylvania Crude Oil—the Best the World Produces. —Deposits the Minimum of Carbon, while giving the Maximum Lubrication. bbox=[28, 134, 158, 165]
form-recipient: To the Publisher, THE DOMINION, Dominion Avenue, Wellington. bbox=[790, 577, 1090, 589]
dateline: By Telegraph—Press Association. Auckland, February 2. bbox=[184, 92, 276, 109]
paragraph: Building Trades.—Bricklaying, busy. Carpentry and joinery, very busy. Although a number of carpenters have completed work at the Featherston Camp, most have been absorbed in the city. Plastering, busy. Painting, fairly busy. Plumbing, busy. bbox=[540, 217, 654, 268]
paragraph: Hinemoa Miss Fairfield, the Rangitikei filly, is engaged at the Dunedin Cup Meeting and may be expected to go south shortly. bbox=[296, 861, 410, 895]
ad-brand-sub: Sauce bbox=[66, 431, 122, 453]
table-row bbox=[662, 759, 778, 770]
paragraph: Food Trades.—Bakers, fairly busy. bbox=[546, 412, 639, 420]
dateline: By Telegraph—Press Association. Hawera, February 2. bbox=[173, 666, 287, 683]
ad-text: less than Regular Price, with 52 weeks' subscription to London "PUNCH." bbox=[815, 393, 965, 440]
notes-body bbox=[296, 491, 410, 896]
race-result: Five furlongs and a half. 2 Nursemaid, 7st. 2lb. (Robinson) 1; 7 Lucretia, 7st. 12lb. 2; 3 Gold Necklet, 8st. 3lb. 3. Also started: Sister Gwen, Soldier, 9st. 2lb. Time, 1min. 8sec. bbox=[172, 268, 288, 311]
race-name: WAIMATE HANDICAP. bbox=[316, 91, 390, 99]
paragraph: Miscellaneous.—Mineral water factories have been particularly busy, and unable to cope with the demands made upon them. bbox=[540, 458, 654, 483]
article-subheading: UNEMPLOYMENT AT MINIMUM bbox=[558, 81, 636, 100]
ad-brand-sub: Whisky bbox=[982, 909, 1050, 934]
article-subheading: MASTER LUPIN WINS BIG EVENT. bbox=[173, 83, 287, 90]
paragraph: Engineering Trades.—All branches are particularly busy, and there are no idle men to cope with the amount of work offering. bbox=[540, 314, 654, 348]
paragraph: Eight furlongs and a half.—Avon Park, 9st. 2lb.; Lady Middleton, 9st.; Centurion, 9st.; Royal Simon, 9st. 3lb.; Hawera, 9st. 3lb.; Kilbride, 8st. 12lb. bbox=[296, 173, 410, 207]
article-subheading: AN INTERESTING ADDRESS. bbox=[670, 92, 770, 102]
race-result: Seven furlongs. Solero, 9st. 6lb. 1; Fortuna, 9st. 2; Demure Pearl, 9st. 2lb. 3. Also started: Lady Mathieson, Cornflower, Tally Ho, Scallop. Time, 1min. 29 2-5sec. bbox=[172, 1112, 288, 1146]
race-name: SUBURBAN HANDICAP. bbox=[191, 259, 269, 267]
ad-text: FOR A bbox=[1015, 1349, 1037, 1358]
ad-headline: GOOD PURE BEER bbox=[967, 1358, 1085, 1373]
ad-slogan: Always specify : "Dunlops" and have the best—it's cheapest in the long run. bbox=[28, 314, 160, 332]
race-result: 8 Barrister, 7st. 6lb. (Roberts) 1; 4 Thrushes, 8st. 4lb. 2; 6 Constance, 7st. 9lb. 3. Also started: 2 Lady Greenleaf, 3 Nelson. Won by a head, two lengths separating second and third. Time, 1min. 2 2-5sec. bbox=[172, 157, 288, 208]
ad-headline: NEWCASTLE COAL bbox=[814, 1349, 938, 1364]
turf-column-continued: Hawera, 9st. 6lb.; Kilbride, 7st. 10lb.; Neweshi, 7st. 2lb.; Midnight, 7st. 6lb.; Gold Seal, 7st. 3lb.; Lady Mollie, 7st. 1lb.; Lucius, 7st. 4lb.; Flying Start, 7st. 2lb. WAIMATE HANDICAP. Six furlongs.—Aviatrix, 9st. 4lb.; Rabba, 8st. 11lb.; Gloucester, 8st. 6lb.; True Lorraine, 8st. 3lb.; Lady Marie, 8st. 1lb.; Battle Eve, 7st. 12lb.; Vivona, 7st. 9lb.; Khaki, 7st. 4lb.; Tyrone, 7st. 4lb.; Black Ajax, 7st. 2lb.; Recorder, 7st. 1lb.; Lady Black, 6st. 7lb. NORMANBY WELTER HANDICAP. Eight furlongs and a half.—Avon Park, 9st. 2lb.; Lady Middleton, 9st.; Centurion, 9st.; Royal Simon, 9st. 3lb.; Hawera, 9st. 3lb.; Kilbride, 8st. 12lb. PINEWOOD STAKES. One mile and a quarter.—Sir Solomon, 9st. 6lb.; Bobrikoff, 8st. 13lb.; Flying Start, 7st. 7lb.; Merry Roe, 9st. 11lb. HAIDEY HACK SCURRY. Five furlongs.—Weight, 9st. 7lb.—Arrow, Hargrave, Young Pearl, Tyrone, Mihiloa, Sunray, Freebie, Carmela, Roundhead, Bush Lady, Lorna, Annie Laurie, Mount Pleasant. ——— WANGANUI JOCKEY CLUB JACKSON STAKES. The following horses still remain in the Jackson Stakes, to be run at the Wanganui Autumn Meeting:— Mr. Geo. Clifford's ch. c. Flying Start. Mr. Gerald Stead's b. g. The Toff. Mr. P. B. Power's ch. c. by Nordtoun. Mr. G. D. Greenwood's Burgundy. Mr. S. Irving's King Lupin. Mr. G. C. Rutherford's Bon Reve. Mr. T. H. Lowry's Bobrikoff. Mr. G. M. Currie's Fordeau. Mr. H. Friedlander's Rorke's Drift. Mr. J. Paton's Ella Vanity. Mr. E. Hunt's Kilbride. Mr. Wm. Stevens's Aviatrix. Mr. E. J. Watt's Sasanof. Mr. C. G. Dalgety's Lady Medallist. ——— NOTES AND COMMENTS (By Sagittarius.) The Egmont Racing Club's Summer Meeting will be concluded to-day. Acceptances for the Hutt Park Trotting Club's Summer Meeting are due at 8 p.m. on Friday next. It was intended to race Kaimanawa and Pluviatrix at the Gisborne Meeting which opens to-day, but the latter developed a bad cold at Trentham recently, and the pair have been removed to Palmerston North. Included in the runners in the Hurdles at Gisborne to-day is the useful Cuirass, a veteran winner on the same course. She has a connection with Hurricane, the well-known Australian performer. In the Gisborne Cup to-day, Z. Bauhiman will steer Cardigan, and W. Brown will be on Bonnie. Brown has lately been riding with success on the East Coast. It was anticipated that nominations of Blackwood as a two-year-old would be made for the Great Northern Derby. Blackwood is in work at Ellerslie, and appears to be doing well. Blackwood Currier, runner-up to Punchester in the Takapuna Handicap on January 28, seems to be a good thing for next season. As was anticipated, Hellinger did very well on the first day of the Egmont meeting, and on Saturday he will be well-suited by the heavier track. The winner of the Master Lupin Club Handicap at Takapuna yesterday is an old-fashioned stayer who should not be far away in the big races during the Easter season. The two-year-old filly Cultivator, who ran so well at Takapuna, is by Cultus, from a Merriwee mare, and is a full sister to Amtrimmer and Culverin. Hinemoa Miss Fairfield, the Rangitikei filly, is engaged at the Dunedin Cup Meeting and may be expected to go south shortly. ——— TROTTING MEETING OF N.Z. BOARD. By Telegraph—Press Association. Christchurch, February 2. A meeting of the Board of the New Zealand Trotting Association was held this afternoon. The president, Mr. W. H. Hazard, presided. It was decided to recognise the Forbury Park Trotting Club's meeting in the Dunedin Cup week. It was resolved that the clubs be notified that the Board would require all results forwarded by telegram within two hours of the meeting. Racing fixtures were approved as follows:— RACING FIXTURES. Feb. 3 and 5—Egmont R.C. Summer. Feb. 4 and 5—Gisborne R.C. Summer. Feb. 10—Hawke's Bay T.C. Summer. Feb. 12—Waimate Jockey Club. Feb. 12 and 13—Feilding J.C. Summer. Feb. 16—Dannevirke R.C. Summer. Feb. 17 and 19—Wellington Racing Club. Feb. 23 and 24—Hutt Park T.C. Summer. bbox=[296, 54, 410, 1126]
paragraph: Printing Trades.—Fairly busy. bbox=[546, 403, 626, 411]
ad-headline: ITS READERS bbox=[817, 213, 1063, 323]
paragraph: "The industrial life of the Dominion is not, and never has been, satisfactory, and it is up to the Industrial Corporations of New Zealand to lead a Dominion movement for placing our industries on a more satisfactory basis. Our future depends on the proper employment of our population and their varied occupations." bbox=[662, 277, 778, 345]
form-address-label: Address bbox=[790, 712, 813, 720]
paragraph: Gout, Rheumatism, Lumbago, and kindred diseases are permanently cured by RHEUMO. It relieves the pain and removes the cause. 2s. 6d. and 4s. 6d. bottles. Chemists and stores. bbox=[540, 687, 654, 729]
race-name: WAIWERA HURDLES. bbox=[194, 507, 266, 515]
